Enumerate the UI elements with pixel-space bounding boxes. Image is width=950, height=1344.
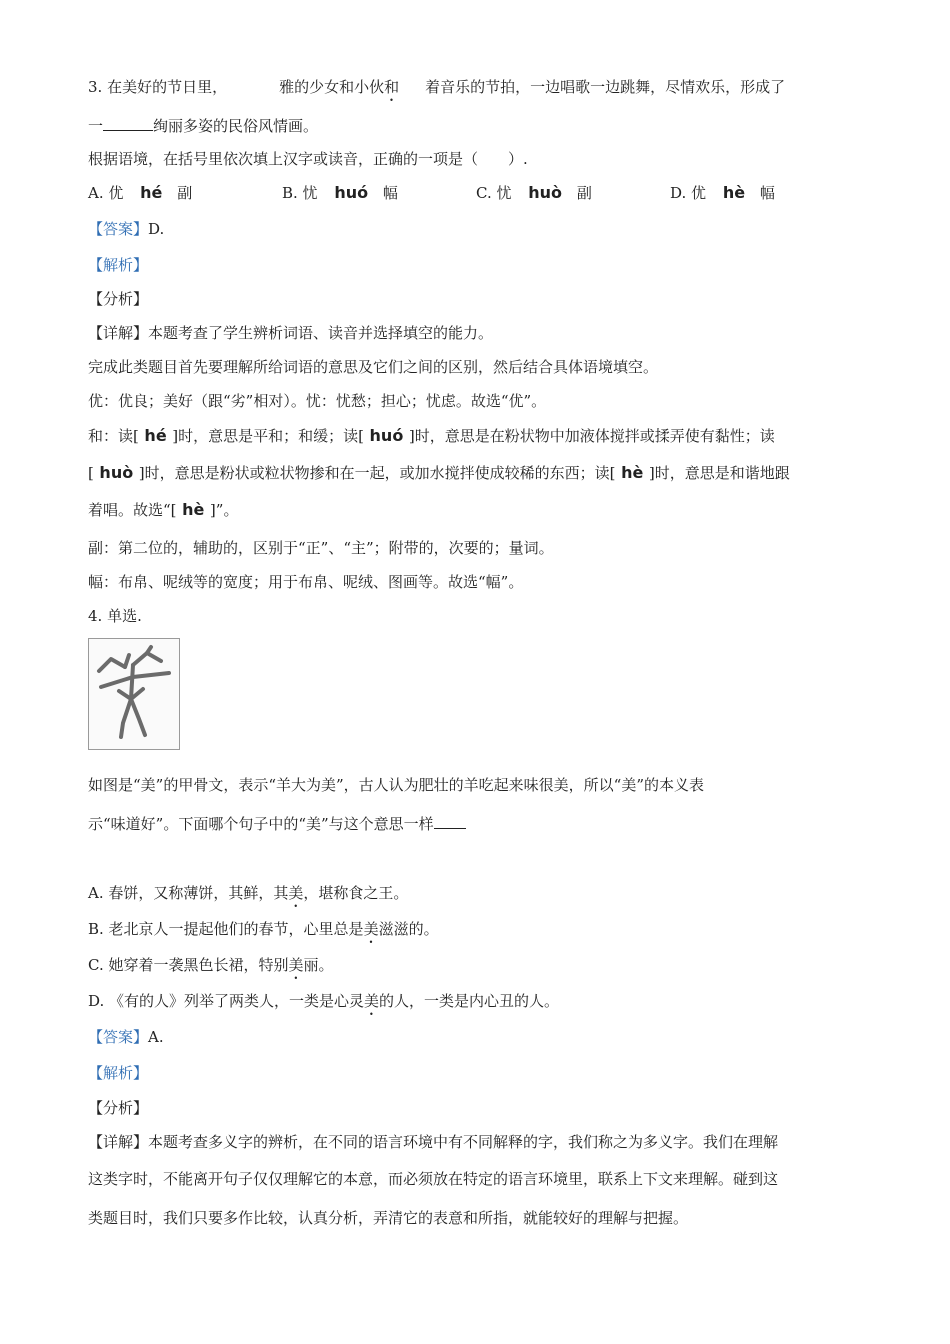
q4-detail-line3: 类题目时，我们只要多作比较，认真分析，弄清它的表意和所指，就能较好的理解与把握。 <box>88 1209 689 1227</box>
q4-option-c[interactable]: C. 她穿着一袭黑色长裙，特别美丽。 <box>88 956 334 974</box>
q3-option-b[interactable]: B. 忧 huó 幅 <box>282 183 398 202</box>
q3-stem-line1: 3. 在美好的节日里， 雅的少女和小伙和 着音乐的节拍，一边唱歌一边跳舞，尽情欢乐，形成了 <box>88 78 786 96</box>
q3-option-c[interactable]: C. 忧 huò 副 <box>476 183 592 202</box>
q4-option-a[interactable]: A. 春饼，又称薄饼，其鲜，其美，堪称食之王。 <box>88 884 409 902</box>
q3-para-4: [ huò ]时，意思是粉状或粒状物掺和在一起，或加水搅拌使成较稀的东西；读[ hè ]时，意思是和谐地跟 <box>88 463 790 482</box>
q3-para-7: 幅：布帛、呢绒等的宽度；用于布帛、呢绒、图画等。故选“幅”。 <box>88 573 524 591</box>
blank-3 <box>103 114 153 131</box>
q4-stem-line2: 示“味道好”。下面哪个句子中的“美”与这个意思一样 <box>88 812 466 835</box>
q3-para-5: 着唱。故选“[ hè ]”。 <box>88 500 239 519</box>
q4-option-b[interactable]: B. 老北京人一提起他们的春节，心里总是美滋滋的。 <box>88 920 439 938</box>
q3-instruction: 根据语境，在括号里依次填上汉字或读音，正确的一项是（ ）. <box>88 150 528 168</box>
blank-2 <box>399 76 425 92</box>
q3-para-3: 和：读[ hé ]时，意思是平和；和缓；读[ huó ]时，意思是在粉状物中加液体搅拌或揉弄使有黏性；读 <box>88 426 775 445</box>
q3-option-a[interactable]: A. 优 hé 副 <box>88 183 193 202</box>
q3-para-2: 优：优良；美好（跟“劣”相对）。忧：忧愁；担心；忧虑。故选“优”。 <box>88 392 547 410</box>
q4-analysis-tag: 【解析】 <box>88 1064 149 1082</box>
q4-detail-line1: 【详解】本题考查多义字的辨析，在不同的语言环境中有不同解释的字，我们称之为多义字。我们在理解 <box>88 1133 779 1151</box>
q3-detail: 【详解】本题考查了学生辨析词语、读音并选择填空的能力。 <box>88 324 494 342</box>
q3-fenxi: 【分析】 <box>88 290 149 308</box>
q4-detail-line2: 这类字时，不能离开句子仅仅理解它的本意，而必须放在特定的语言环境里，联系上下文来理解。碰到这 <box>88 1170 779 1188</box>
oracle-bone-glyph-icon <box>89 639 179 749</box>
q3-para-1: 完成此类题目首先要理解所给词语的意思及它们之间的区别，然后结合具体语境填空。 <box>88 358 659 376</box>
q3-answer: 【答案】D. <box>88 220 165 238</box>
q4-stem-line1: 如图是“美”的甲骨文，表示“羊大为美”，古人认为肥壮的羊吃起来味很美，所以“美”的本义表 <box>88 776 705 794</box>
q3-para-6: 副：第二位的，辅助的，区别于“正”、“主”；附带的，次要的；量词。 <box>88 539 554 557</box>
q3-option-d[interactable]: D. 优 hè 幅 <box>670 183 775 202</box>
q4-fenxi: 【分析】 <box>88 1099 149 1117</box>
oracle-bone-mei-image <box>88 638 180 750</box>
q4-blank <box>434 812 466 829</box>
q3-analysis-tag: 【解析】 <box>88 256 149 274</box>
q4-option-d[interactable]: D. 《有的人》列举了两类人，一类是心灵美的人，一类是内心丑的人。 <box>88 992 560 1010</box>
q3-stem-line2: 一 绚丽多姿的民俗风情画。 <box>88 114 318 137</box>
q4-answer: 【答案】A. <box>88 1028 164 1046</box>
blank-1 <box>227 76 279 92</box>
q4-title: 4. 单选. <box>88 607 142 625</box>
